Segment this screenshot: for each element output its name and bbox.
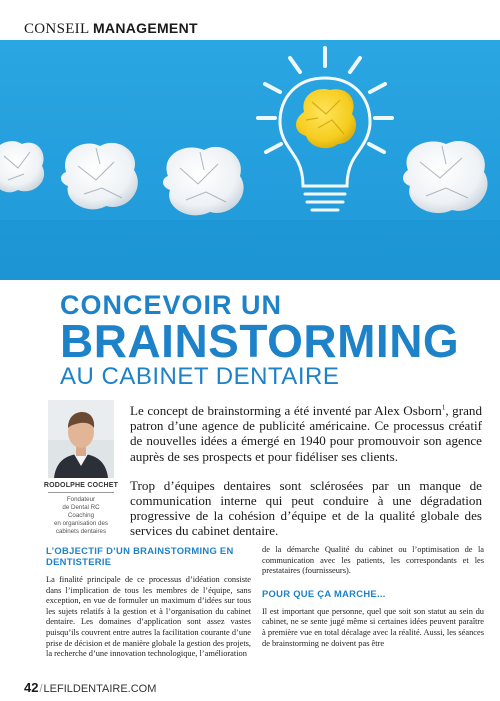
hero-floor	[0, 220, 500, 280]
section-body-objectif: La finalité principale de ce processus d’idéation consiste dans l’implication de tous les membres de l’équipe, sans exception, en vue de formuler un maximum d’idées sur tous les sujets relatifs à la gestion et à l’organisation du cabinet dentaire. Les domaines d’application sont assez vastes puisqu’ils couvrent entre autres la facilitation courante d’une prise de décision et de manière globale la gestion des projets, la recherche d’une innovation technologique, l’amélioration	[46, 575, 251, 659]
column-left	[46, 545, 251, 660]
header-bar	[0, 0, 500, 40]
section-heading-objectif: L’OBJECTIF D’UN BRAINSTORMING EN DENTISTERIE	[46, 545, 234, 567]
lead-paragraph-2: Trop d’équipes dentaires sont sclérosées par un manque de communication interne qui peut conduire à une dégradation progressive de la cohésion d’équipe et de la qualité globale des services du cabinet dentaire.	[130, 477, 482, 539]
title-line-1: CONCEVOIR UN	[60, 290, 283, 320]
paper-ball-1	[0, 141, 44, 192]
hero-illustration	[0, 40, 500, 280]
section-label	[24, 20, 198, 38]
title-line-3: AU CABINET DENTAIRE	[60, 363, 340, 390]
page-number: 42	[24, 680, 39, 695]
author-role-line: en organisation des	[53, 520, 108, 527]
lead-text	[130, 403, 482, 553]
paper-ball-2	[61, 143, 138, 209]
footnote-ref: 1	[441, 403, 446, 412]
section-body-pour-que: Il est important que personne, quel que soit son statut au sein du cabinet, ne se sente jugé même si certaines idées peuvent paraître à première vue en total décalage avec la réalité. Aussi, les séances de brainstorming ne doivent pas être	[262, 606, 484, 648]
author-role	[40, 496, 122, 536]
author-photo	[48, 400, 114, 478]
author-divider	[48, 492, 114, 493]
section-heading-pour-que: POUR QUE ÇA MARCHE...	[262, 587, 386, 599]
footer-site: LEFILDENTAIRE.COM	[43, 683, 157, 695]
lead-p1-end: , grand patron d’une agence de publicité américaine. Ce processus créatif de nouvelles idées a émergé en 1940 pour promouvoir son agence auprès de ses prospects et pour fidéliser ses clients.	[130, 403, 482, 464]
hero-image	[0, 40, 500, 280]
author-role-line: Fondateur	[66, 496, 96, 503]
section-body-objectif-cont: de la démarche Qualité du cabinet ou l’optimisation de la communication avec les patients, les correspondants et les prestataires (fournisseurs).	[262, 545, 484, 576]
author-name: RODOLPHE COCHET	[43, 482, 119, 489]
bulb-base	[305, 194, 345, 210]
page-footer	[24, 680, 156, 695]
footer-separator: /	[39, 683, 43, 695]
article-title	[60, 290, 480, 390]
section-label-strong: MANAGEMENT	[92, 20, 198, 36]
author-role-line: cabinets dentaires	[55, 528, 107, 535]
paper-ball-4	[403, 141, 488, 213]
author-role-line: de Dental RC	[62, 504, 100, 511]
section-label-light: CONSEIL	[24, 21, 89, 37]
title-line-2: BRAINSTORMING	[60, 315, 460, 367]
lead-p1-start: Le concept de brainstorming a été inventé par Alex Osborn	[130, 403, 442, 418]
column-right	[262, 545, 484, 649]
yellow-paper-ball	[296, 89, 356, 148]
lead-paragraph-1	[130, 403, 482, 464]
author-portrait-icon	[48, 400, 114, 478]
author-role-line: Coaching	[67, 512, 95, 519]
paper-ball-3	[163, 147, 244, 215]
